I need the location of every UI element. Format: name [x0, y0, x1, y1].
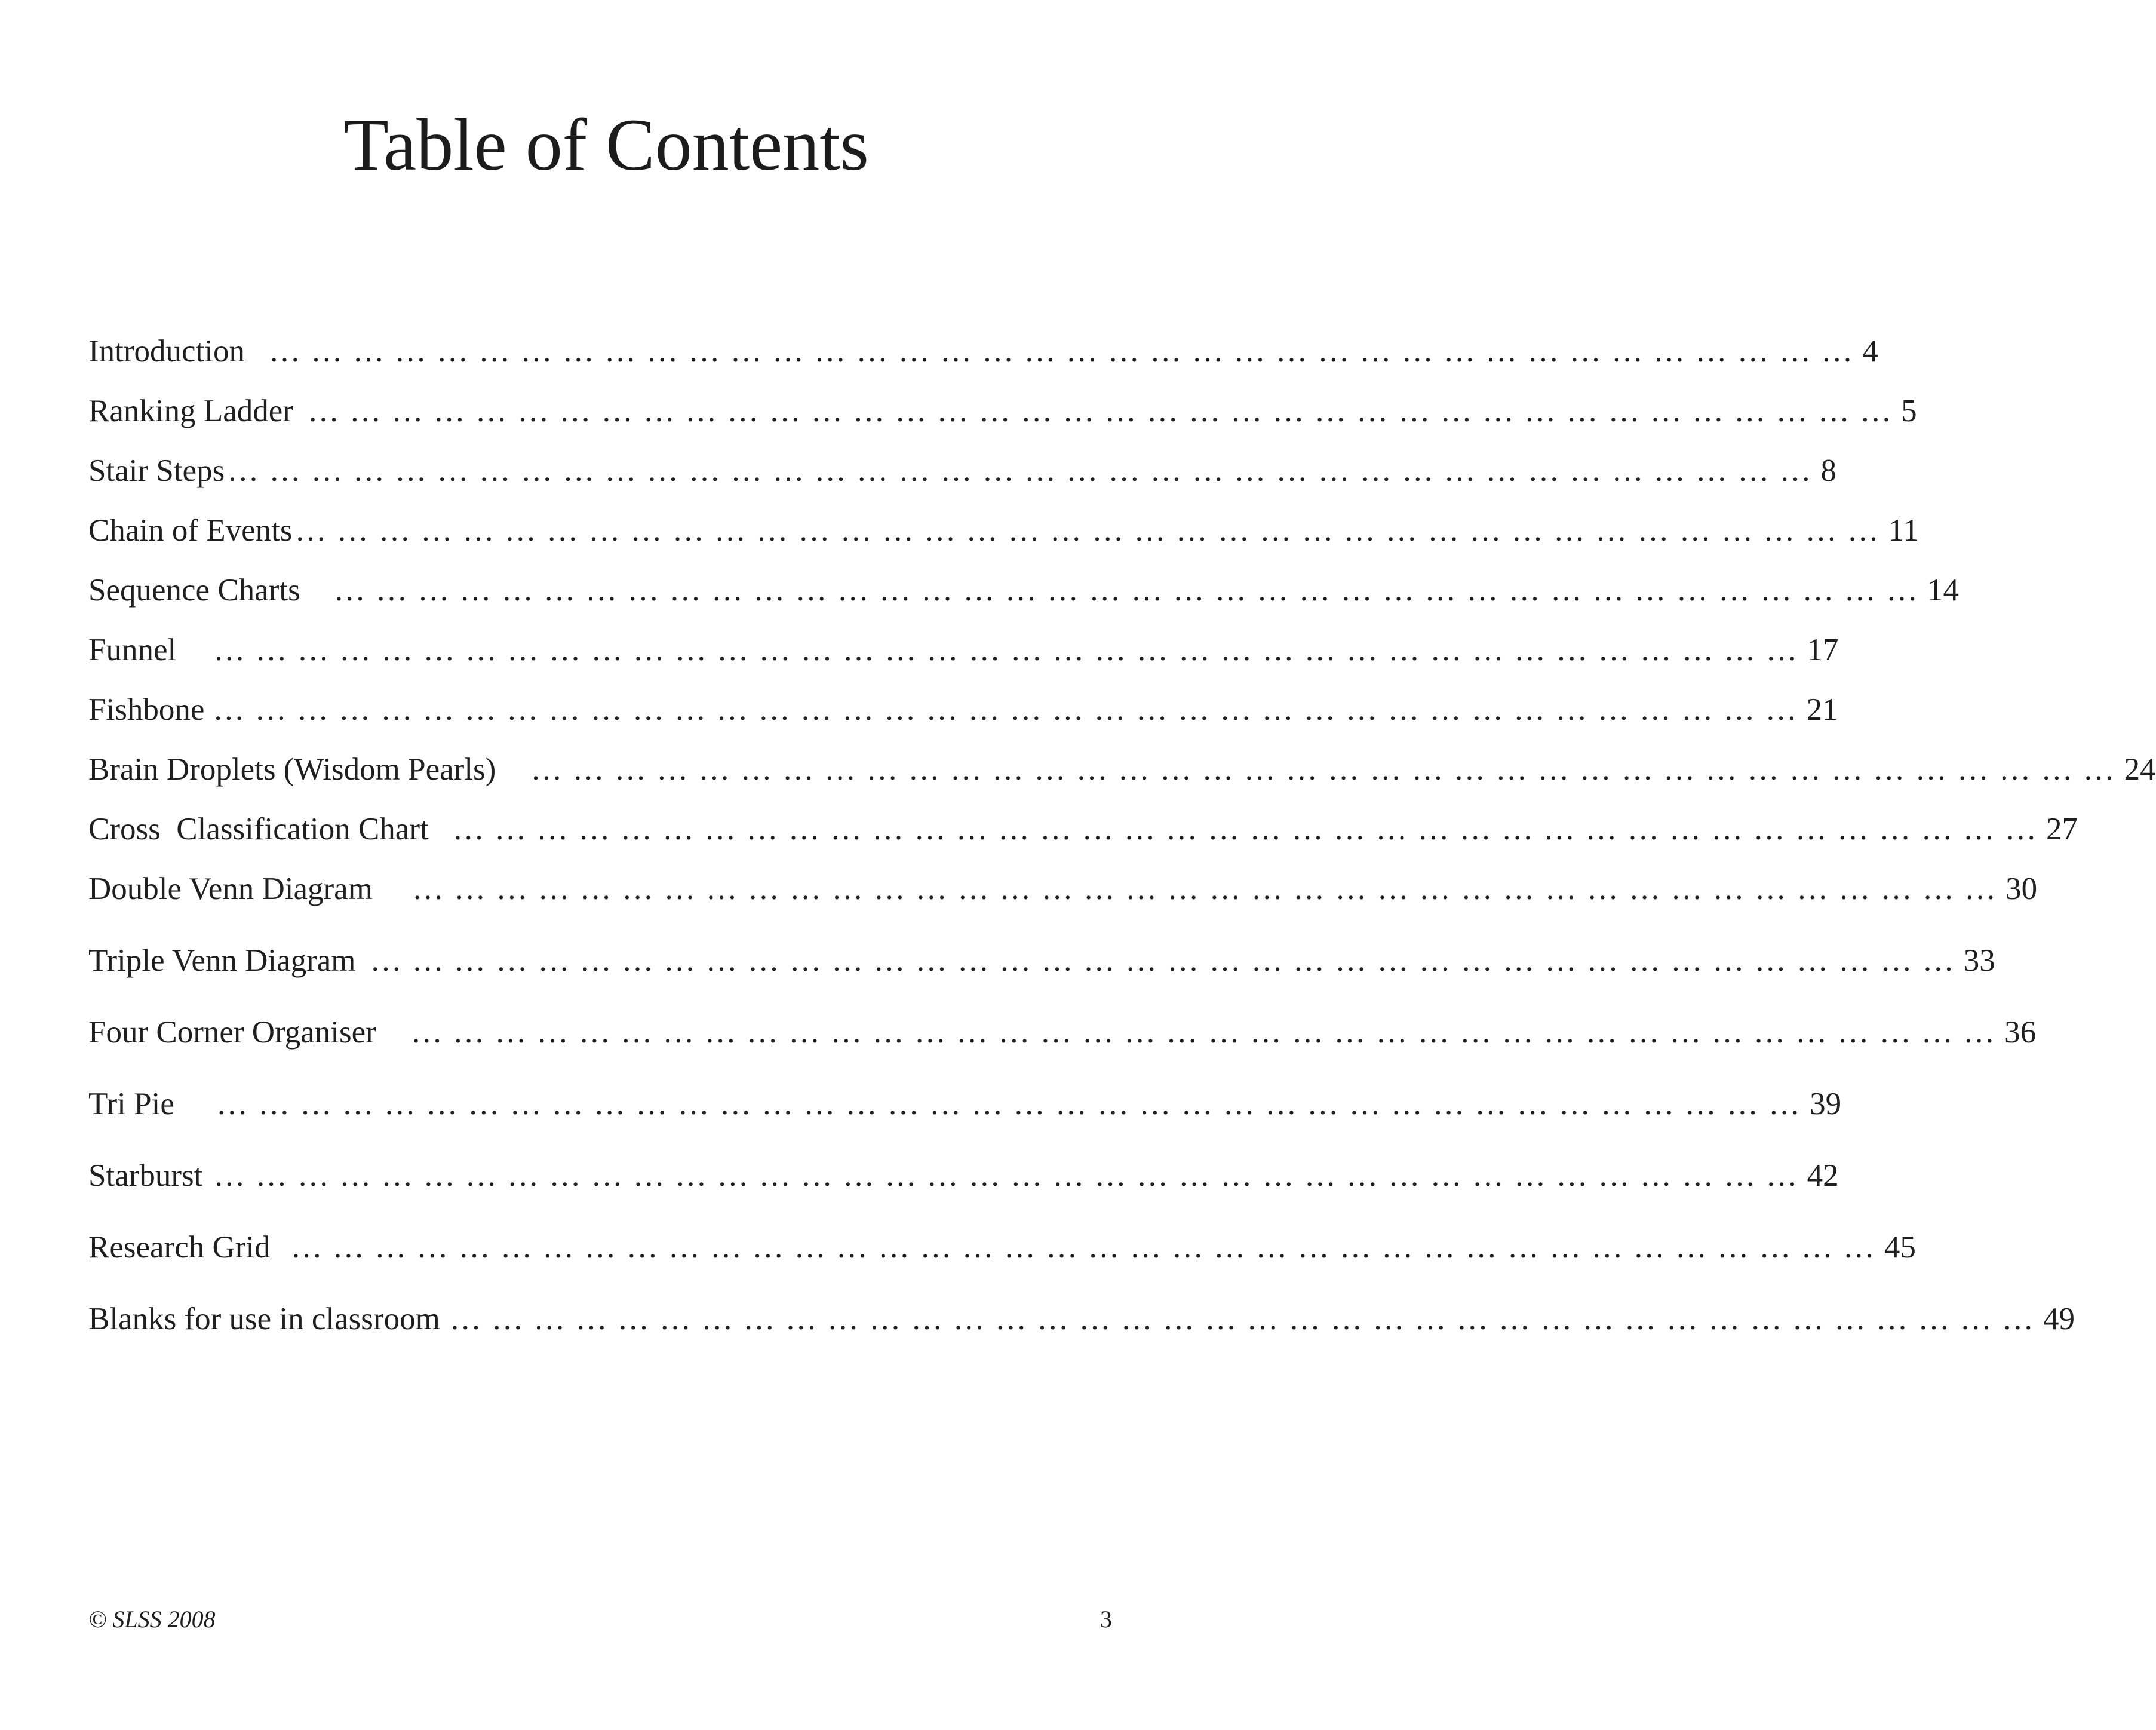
- dot-leader: … … … … … … … … … … … … … … … … … … … … … … … … … … … … … … … … … … … … … …: [213, 692, 1798, 727]
- toc-entry-label: Funnel: [88, 633, 177, 667]
- toc-entry-page: 8: [1820, 453, 1836, 488]
- toc-entry-page: 33: [1963, 943, 1995, 978]
- dot-leader: … … … … … … … … … … … … … … … … … … … … … … … … … … … … … … … … … … … … … …: [449, 1302, 2035, 1336]
- dot-leader: … … … … … … … … … … … … … … … … … … … … … … … … … … … … … … … … … … … … … …: [530, 752, 2116, 787]
- toc-entry: [88, 1083, 1842, 1125]
- copyright-footer: © SLSS 2008: [88, 1606, 216, 1633]
- page-title: Table of Contents: [343, 104, 869, 186]
- toc-entry-label: Triple Venn Diagram: [88, 943, 356, 978]
- toc-entry-label: Ranking Ladder: [88, 394, 293, 428]
- toc-entry: [88, 868, 2038, 910]
- toc-entry-label: Brain Droplets (Wisdom Pearls): [88, 752, 496, 787]
- toc-entry-page: 17: [1807, 633, 1839, 667]
- toc-entry-page: 27: [2046, 812, 2078, 846]
- toc-entry-page: 39: [1810, 1087, 1842, 1121]
- toc-entry: [88, 569, 1959, 611]
- toc-entry-page: 11: [1888, 513, 1919, 548]
- toc-entry-page: 21: [1806, 692, 1838, 727]
- toc-entry-page: 14: [1927, 573, 1959, 608]
- toc-entry: [88, 330, 1878, 372]
- dot-leader: … … … … … … … … … … … … … … … … … … … … … … … … … … … … … … … … … … … … … …: [216, 1087, 1802, 1121]
- toc-entry: [88, 1226, 1916, 1268]
- toc-entry: [88, 689, 1838, 731]
- toc-entry-page: 24: [2124, 752, 2156, 787]
- toc-entry-label: Starburst: [88, 1158, 203, 1193]
- toc-entry-label: Chain of Events: [88, 513, 293, 548]
- dot-leader: … … … … … … … … … … … … … … … … … … … … … … … … … … … … … … … … … … … … … …: [290, 1230, 1876, 1265]
- dot-leader: … … … … … … … … … … … … … … … … … … … … … … … … … … … … … … … … … … … … … …: [213, 633, 1799, 667]
- toc-entry: [88, 390, 1917, 432]
- toc-entry: [88, 1298, 2075, 1340]
- toc-entry-label: Four Corner Organiser: [88, 1015, 376, 1050]
- toc-entry-label: Blanks for use in classroom: [88, 1302, 440, 1336]
- toc-entry-page: 45: [1884, 1230, 1916, 1265]
- toc-entry-label: Stair Steps: [88, 453, 225, 488]
- dot-leader: … … … … … … … … … … … … … … … … … … … … … … … … … … … … … … … … … … … … … …: [227, 453, 1813, 488]
- toc-entry-page: 4: [1862, 334, 1878, 369]
- toc-entry-label: Sequence Charts: [88, 573, 300, 608]
- dot-leader: … … … … … … … … … … … … … … … … … … … … … … … … … … … … … … … … … … … … … …: [307, 394, 1893, 428]
- toc-entry: [88, 510, 1919, 551]
- toc-entry-page: 36: [2004, 1015, 2037, 1050]
- toc-entry: [88, 1011, 2037, 1053]
- page-number: 3: [1100, 1606, 1112, 1633]
- toc-entry-label: Cross Classification Chart: [88, 812, 429, 846]
- toc-entry-label: Fishbone: [88, 692, 205, 727]
- toc-entry-page: 5: [1901, 394, 1917, 428]
- toc-entry-page: 30: [2005, 872, 2038, 906]
- toc-entry: [88, 749, 2156, 790]
- dot-leader: … … … … … … … … … … … … … … … … … … … … … … … … … … … … … … … … … … … … … …: [213, 1158, 1799, 1193]
- dot-leader: … … … … … … … … … … … … … … … … … … … … … … … … … … … … … … … … … … … … … …: [411, 872, 1998, 906]
- toc-entry: [88, 808, 2078, 850]
- dot-leader: … … … … … … … … … … … … … … … … … … … … … … … … … … … … … … … … … … … … … …: [410, 1015, 1997, 1050]
- toc-entry-page: 42: [1807, 1158, 1839, 1193]
- toc-entry-page: 49: [2043, 1302, 2075, 1336]
- dot-leader: … … … … … … … … … … … … … … … … … … … … … … … … … … … … … … … … … … … … … …: [333, 573, 1919, 608]
- toc-entry-label: Tri Pie: [88, 1087, 174, 1121]
- toc-entry: [88, 629, 1839, 671]
- dot-leader: … … … … … … … … … … … … … … … … … … … … … … … … … … … … … … … … … … … … … …: [294, 513, 1880, 548]
- dot-leader: … … … … … … … … … … … … … … … … … … … … … … … … … … … … … … … … … … … … … …: [370, 943, 1955, 978]
- toc-entry-label: Double Venn Diagram: [88, 872, 373, 906]
- dot-leader: … … … … … … … … … … … … … … … … … … … … … … … … … … … … … … … … … … … … … …: [452, 812, 2038, 846]
- dot-leader: … … … … … … … … … … … … … … … … … … … … … … … … … … … … … … … … … … … … … …: [269, 334, 1854, 369]
- toc-entry-label: Research Grid: [88, 1230, 271, 1265]
- toc-entry-label: Introduction: [88, 334, 245, 369]
- toc-entry: [88, 1155, 1839, 1197]
- toc-entry: [88, 940, 1995, 981]
- toc-entry: [88, 450, 1836, 492]
